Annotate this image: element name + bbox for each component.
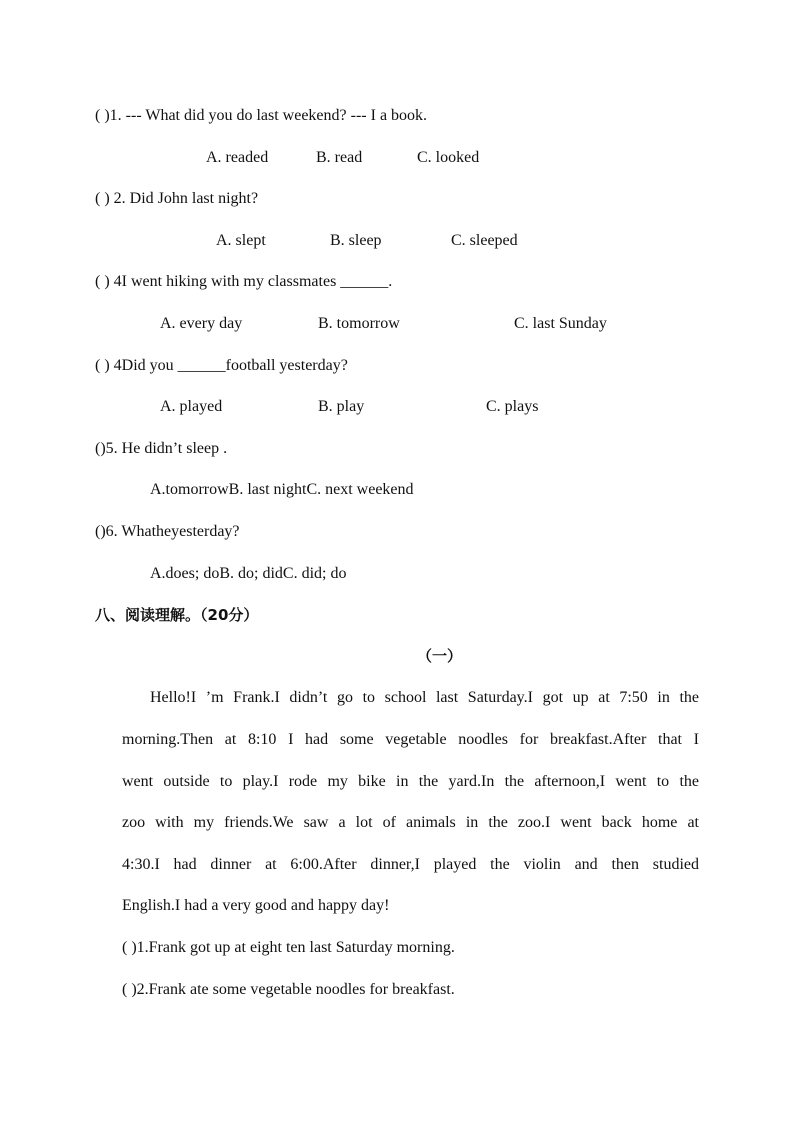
question-1-stem: ( )1. --- What did you do last weekend? --- I a book. (95, 107, 428, 124)
judgement-1: ( )1.Frank got up at eight ten last Saturday morning. (122, 939, 455, 956)
question-4-option-c: C. plays (486, 398, 539, 415)
question-1-option-b: B. read (316, 149, 363, 166)
passage-line-4: zoo with my friends.We saw a lot of animals in the zoo.I went back home at (122, 814, 699, 831)
question-3-option-b: B. tomorrow (318, 315, 400, 332)
passage-line-6: English.I had a very good and happy day! (122, 897, 390, 914)
question-5-options: A.tomorrowB. last nightC. next weekend (150, 481, 414, 498)
question-2-option-b: B. sleep (330, 232, 382, 249)
passage-line-3: went outside to play.I rode my bike in the yard.In the afternoon,I went to the (122, 773, 699, 790)
question-4-option-a: A. played (160, 398, 223, 415)
question-3-option-c: C. last Sunday (514, 315, 607, 332)
question-6-options: A.does; doB. do; didC. did; do (150, 565, 347, 582)
question-6-stem: ()6. Whatheyesterday? (95, 523, 240, 540)
question-4-stem: ( ) 4Did you ______football yesterday? (95, 357, 348, 374)
judgement-2: ( )2.Frank ate some vegetable noodles for breakfast. (122, 981, 455, 998)
question-4-option-b: B. play (318, 398, 365, 415)
question-3-option-a: A. every day (160, 315, 243, 332)
question-3-stem: ( ) 4I went hiking with my classmates ______. (95, 273, 393, 290)
question-2-stem: ( ) 2. Did John last night? (95, 190, 259, 207)
question-5-stem: ()5. He didn’t sleep . (95, 440, 228, 457)
question-1-option-c: C. looked (417, 149, 480, 166)
question-1-option-a: A. readed (206, 149, 269, 166)
passage-line-5: 4:30.I had dinner at 6:00.After dinner,I played the violin and then studied (122, 856, 699, 873)
question-2-option-c: C. sleeped (451, 232, 518, 249)
passage-line-2: morning.Then at 8:10 I had some vegetable noodles for breakfast.After that I (122, 731, 699, 748)
passage-line-1: Hello!I ’m Frank.I didn’t go to school last Saturday.I got up at 7:50 in the (150, 689, 699, 706)
question-2-option-a: A. slept (216, 232, 266, 249)
section-subheading: （一） (417, 647, 463, 665)
section-heading: 八、阅读理解。（20分） (95, 606, 259, 624)
